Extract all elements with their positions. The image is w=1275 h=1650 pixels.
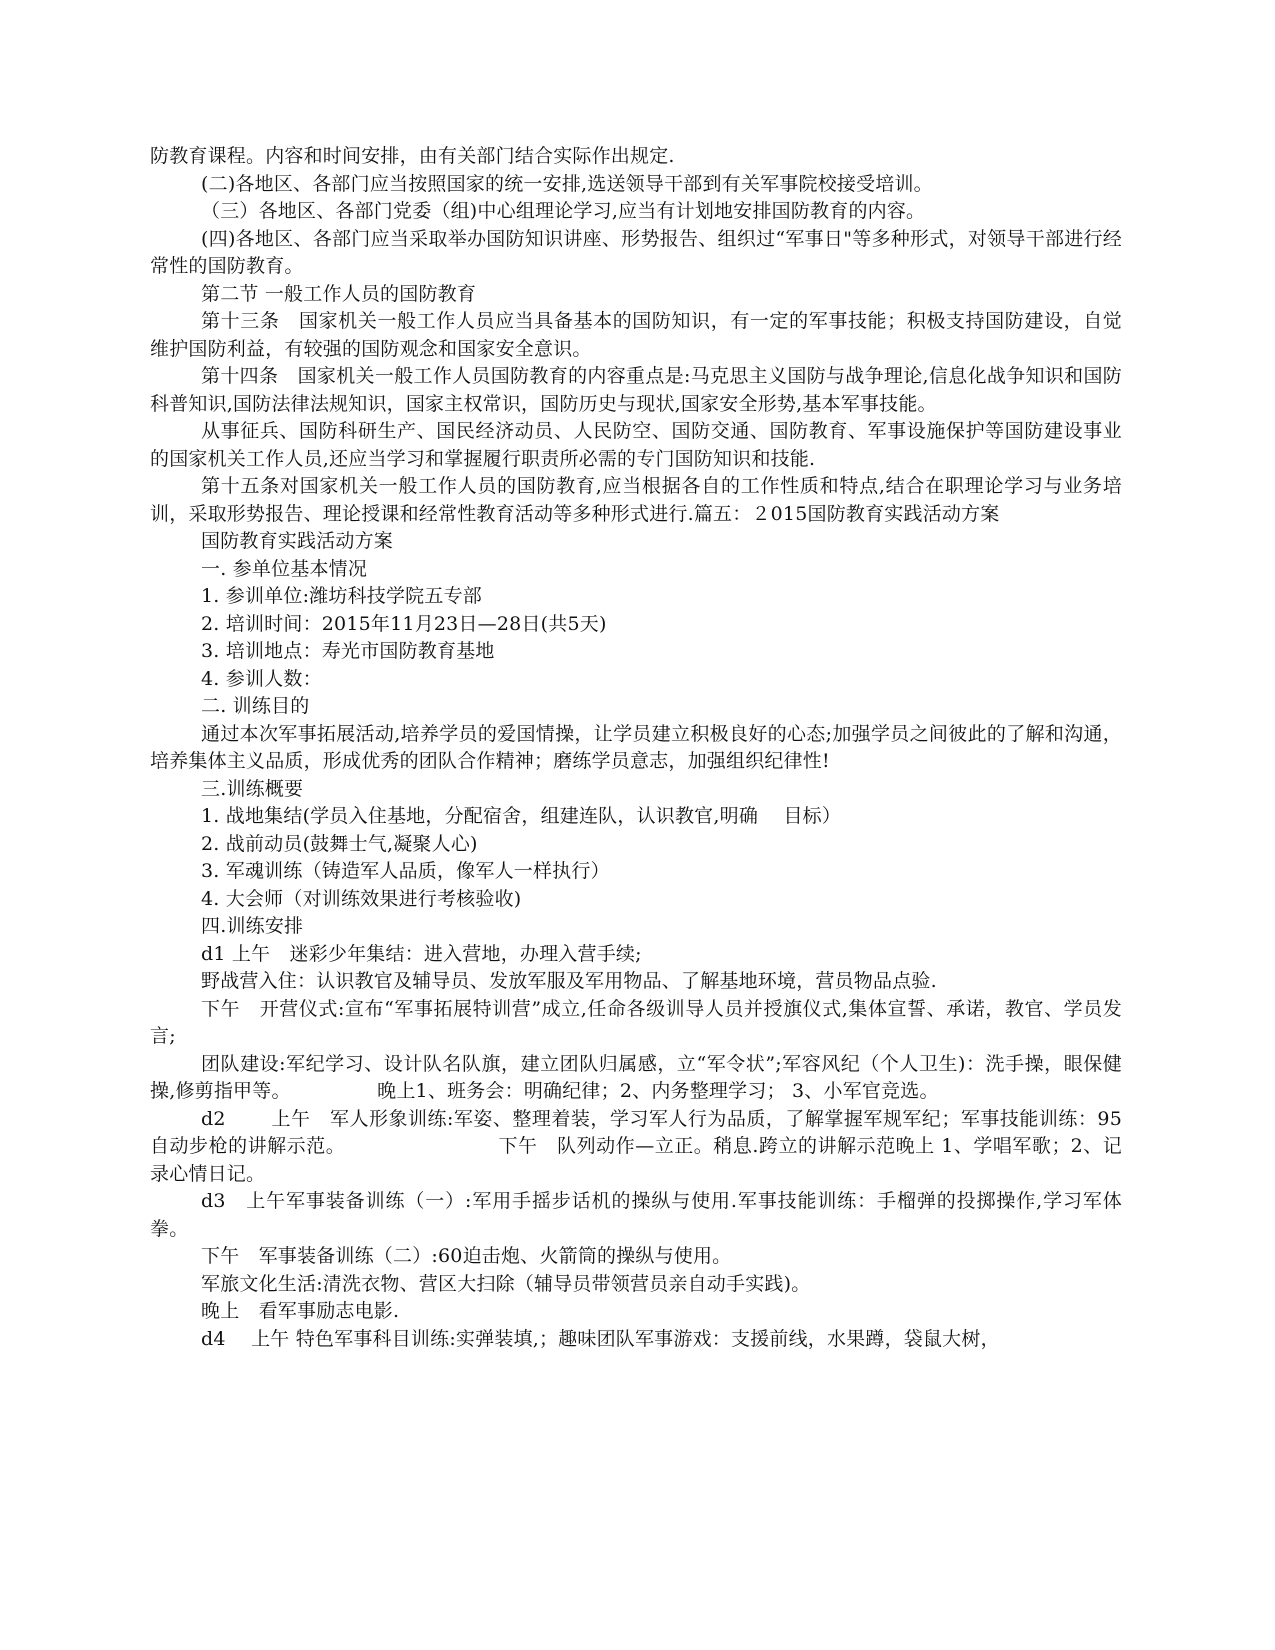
paragraph: 3. 军魂训练（铸造军人品质，像军人一样执行）	[201, 860, 610, 882]
paragraph: 1. 战地集结(学员入住基地，分配宿舍，组建连队，认识教官,明确 目标）	[201, 805, 842, 827]
paragraph: 军旅文化生活:清洗衣物、营区大扫除（辅导员带领营员亲自动手实践)。	[201, 1272, 811, 1295]
paragraph: 晚上 看军事励志电影.	[201, 1300, 400, 1322]
document-body	[150, 143, 1122, 1353]
paragraph: (二)各地区、各部门应当按照国家的统一安排,选送领导干部到有关军事院校接受培训。	[201, 172, 933, 195]
paragraph: 三.训练概要	[201, 777, 304, 800]
paragraph: 1. 参训单位:潍坊科技学院五专部	[201, 585, 482, 607]
paragraph: 从事征兵、国防科研生产、国民经济动员、人民防空、国防交通、国防教育、军事设施保护等国防建设事业的国家机关工作人员,还应当学习和掌握履行职责所必需的专门国防知识和技能.	[150, 420, 1122, 470]
paragraph: 国防教育实践活动方案	[201, 530, 394, 552]
paragraph: 第十四条 国家机关一般工作人员国防教育的内容重点是:马克思主义国防与战争理论,信息化战争知识和国防科普知识,国防法律法规知识，国家主权常识，国防历史与现状,国家安全形势,基本军事技能。	[150, 365, 1122, 415]
paragraph: 防教育课程。内容和时间安排，由有关部门结合实际作出规定.	[150, 145, 675, 167]
paragraph: 第二节 一般工作人员的国防教育	[201, 282, 477, 305]
paragraph: 第十三条 国家机关一般工作人员应当具备基本的国防知识，有一定的军事技能；积极支持国防建设，自觉维护国防利益，有较强的国防观念和国家安全意识。	[150, 310, 1122, 360]
paragraph: （三）各地区、各部门党委（组)中心组理论学习,应当有计划地安排国防教育的内容。	[201, 200, 926, 222]
paragraph: 2. 培训时间：2015年11月23日—28日(共5天)	[201, 612, 607, 635]
paragraph: d1 上午 迷彩少年集结：进入营地，办理入营手续;	[201, 942, 642, 965]
paragraph: 一. 参单位基本情况	[201, 557, 368, 580]
paragraph: 2. 战前动员(鼓舞士气,凝聚人心)	[201, 832, 478, 855]
paragraph: d4 上午 特色军事科目训练:实弹装填,；趣味团队军事游戏：支援前线，水果蹲，袋鼠大树，	[201, 1327, 1000, 1350]
paragraph: 下午 开营仪式:宣布“军事拓展特训营”成立,任命各级训导人员并授旗仪式,集体宣誓、承诺，教官、学员发言;	[150, 997, 1122, 1047]
paragraph: (四)各地区、各部门应当采取举办国防知识讲座、形势报告、组织过“军事日"等多种形式，对领导干部进行经常性的国防教育。	[150, 227, 1122, 277]
paragraph: 团队建设:军纪学习、设计队名队旗，建立团队归属感，立“军令状”;军容风纪（个人卫生)：洗手操，眼保健操,修剪指甲等。 晚上1、班务会：明确纪律；2、内务整理学习； 3、小军官竞选。	[150, 1052, 1122, 1102]
paragraph: 通过本次军事拓展活动,培养学员的爱国情操，让学员建立积极良好的心态;加强学员之间彼此的了解和沟通，培养集体主义品质，形成优秀的团队合作精神；磨练学员意志，加强组织纪律性!	[150, 722, 1122, 772]
paragraph: 4. 参训人数：	[201, 667, 322, 690]
paragraph: 4. 大会师（对训练效果进行考核验收)	[201, 887, 522, 910]
paragraph: 二. 训练目的	[201, 695, 310, 717]
paragraph: 四.训练安排	[201, 915, 304, 937]
paragraph: 3. 培训地点：寿光市国防教育基地	[201, 640, 495, 662]
paragraph: d2 上午 军人形象训练:军姿、整理着装，学习军人行为品质，了解掌握军规军纪；军事技能训练：95自动步枪的讲解示范。 下午 队列动作—立正。稍息.跨立的讲解示范晚上 1、学唱军歌；2、记录心情日记。	[150, 1107, 1122, 1185]
paragraph: 下午 军事装备训练（二）:60迫击炮、火箭筒的操纵与使用。	[201, 1245, 732, 1267]
paragraph: 第十五条对国家机关一般工作人员的国防教育,应当根据各自的工作性质和特点,结合在职理论学习与业务培训，采取形势报告、理论授课和经常性教育活动等多种形式进行.篇五：２015国防教育实践活动方案	[150, 475, 1122, 525]
paragraph: d3 上午军事装备训练（一）:军用手摇步话机的操纵与使用.军事技能训练：手榴弹的投掷操作,学习军体拳。	[150, 1190, 1122, 1240]
paragraph: 野战营入住：认识教官及辅导员、发放军服及军用物品、了解基地环境，营员物品点验.	[201, 970, 937, 992]
